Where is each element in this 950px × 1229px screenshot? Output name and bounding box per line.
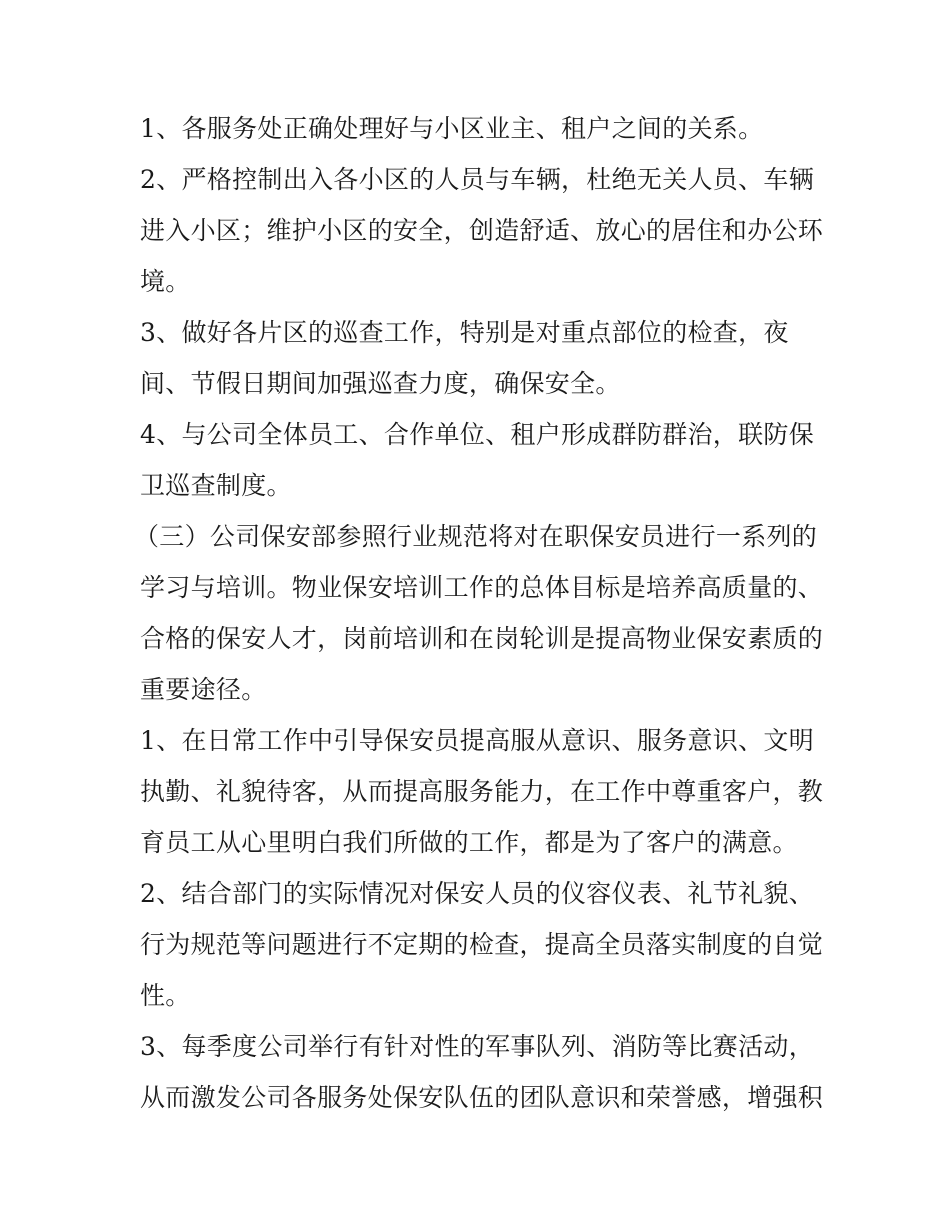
text-line: 进入小区；维护小区的安全，创造舒适、放心的居住和办公环 [140, 216, 824, 245]
text-line: 1、各服务处正确处理好与小区业主、租户之间的关系。 [140, 114, 764, 143]
text-line: 从而激发公司各服务处保安队伍的团队意识和荣誉感，增强积 [140, 1083, 824, 1112]
text-line: 3、做好各片区的巡查工作，特别是对重点部位的检查，夜 [140, 318, 789, 347]
text-line: 学习与培训。物业保安培训工作的总体目标是培养高质量的、 [140, 573, 824, 602]
text-line: 2、结合部门的实际情况对保安人员的仪容仪表、礼节礼貌、 [140, 879, 815, 908]
text-line: 2、严格控制出入各小区的人员与车辆，杜绝无关人员、车辆 [140, 165, 815, 194]
text-line: 行为规范等问题进行不定期的检查，提高全员落实制度的自觉 [140, 930, 824, 959]
text-line: 育员工从心里明白我们所做的工作，都是为了客户的满意。 [140, 828, 798, 857]
text-line: 1、在日常工作中引导保安员提高服从意识、服务意识、文明 [140, 726, 815, 755]
text-line: 间、节假日期间加强巡查力度，确保安全。 [140, 369, 621, 398]
document-body [134, 103, 824, 1123]
text-line: 卫巡查制度。 [140, 471, 292, 500]
text-line: 3、每季度公司举行有针对性的军事队列、消防等比赛活动， [140, 1032, 815, 1061]
text-line: 4、与公司全体员工、合作单位、租户形成群防群治，联防保 [140, 420, 815, 449]
text-line: 执勤、礼貌待客，从而提高服务能力，在工作中尊重客户，教 [140, 777, 824, 806]
text-line: 合格的保安人才，岗前培训和在岗轮训是提高物业保安素质的 [140, 624, 824, 653]
text-line: 境。 [140, 267, 191, 296]
text-line: 性。 [140, 981, 191, 1010]
section-heading-line: （三）公司保安部参照行业规范将对在职保安员进行一系列的 [134, 522, 818, 551]
text-line: 重要途径。 [140, 675, 267, 704]
